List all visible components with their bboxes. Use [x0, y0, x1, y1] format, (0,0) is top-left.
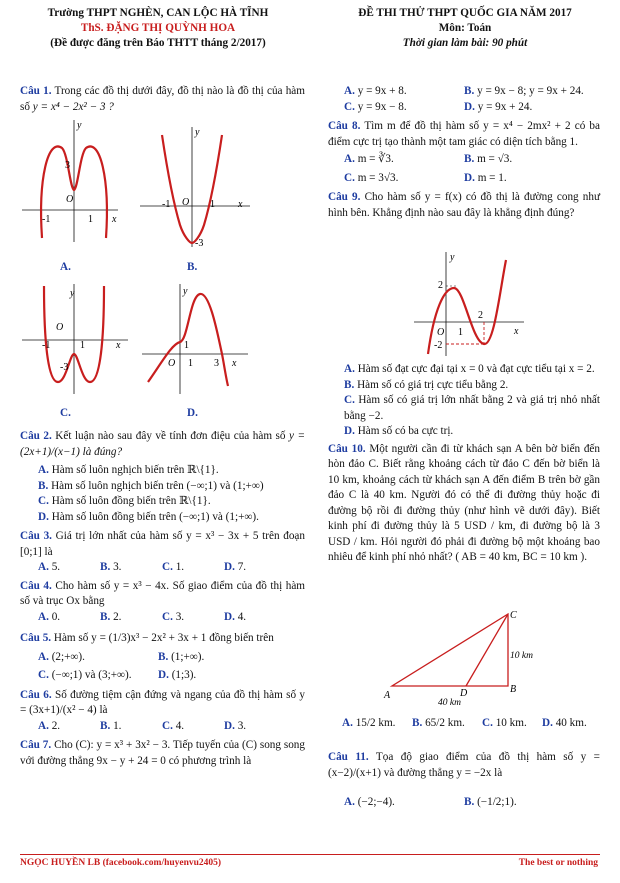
q3-option-c[interactable]: C. 1.: [162, 561, 185, 573]
footer-slogan: The best or nothing: [518, 858, 598, 868]
question-4: [20, 579, 305, 610]
q11-text: Tọa độ giao điểm của đồ thị hàm số y = (x−2)/(x+1) và đường thẳng y = −2x là: [328, 751, 600, 779]
q11-options: [328, 795, 600, 811]
q9-option-c[interactable]: C. Hàm số có giá trị lớn nhất bằng 2 và giá trị nhỏ nhất bằng −2.: [344, 394, 601, 422]
graph-b-y-label: y: [195, 127, 200, 138]
q11-option-a[interactable]: A. (−2;−4).: [344, 796, 395, 808]
q1-formula: y = x⁴ − 2x² − 3 ?: [32, 100, 114, 113]
q4-option-c[interactable]: C. 3.: [162, 610, 185, 623]
q9-option-a[interactable]: A. Hàm số đạt cực đại tại x = 0 và đạt cực tiểu tại x = 2.: [344, 363, 595, 375]
graph-c-neg3: -3: [60, 362, 69, 373]
graph-d-one-y: 1: [184, 340, 189, 351]
exam-title: ĐỀ THI THỬ THPT QUỐC GIA NĂM 2017: [358, 7, 572, 19]
subject: Môn: Toán: [438, 22, 492, 34]
graph-b-x-label: x: [238, 199, 243, 210]
q10-point-c: C: [510, 610, 517, 621]
school-name: Trường THPT NGHÈN, CAN LỘC HÀ TĨNH: [47, 7, 269, 19]
q4-text: Cho hàm số y = x³ − 4x. Số giao điểm của đồ thị hàm số và trục Ox bằng: [20, 579, 306, 607]
q7-option-a[interactable]: A. y = 9x + 8.: [344, 85, 407, 97]
q7-option-c[interactable]: C. y = 9x − 8.: [344, 100, 407, 113]
q9-graph-y-neg2: -2: [434, 340, 443, 351]
graph-d: [138, 282, 253, 397]
q5-options: [20, 650, 305, 684]
q9-graph: [410, 250, 528, 360]
q2-text: Kết luận nào sau đây về tính đơn điệu của hàm số: [55, 430, 286, 442]
q9-number: Câu 9.: [328, 191, 361, 203]
graph-c-origin: O: [56, 322, 64, 333]
q2-formula: y = (2x+1)/(x−1) là đúng?: [20, 430, 305, 458]
q8-option-c[interactable]: C. m = 3√3.: [344, 171, 399, 184]
q9-graph-y-two: 2: [438, 280, 443, 291]
q6-option-c[interactable]: C. 4.: [162, 719, 185, 732]
graph-b-origin: O: [182, 197, 190, 208]
q9-graph-pos1: 1: [458, 327, 463, 338]
q4-option-b[interactable]: B. 2.: [100, 610, 122, 623]
q4-option-a[interactable]: A. 0.: [38, 610, 61, 623]
q10-point-b: B: [510, 684, 517, 695]
question-11: [328, 750, 600, 781]
q4-option-d[interactable]: D. 4.: [224, 610, 247, 623]
q9-graph-two: 2: [478, 310, 483, 321]
left-column-lower: [20, 429, 305, 769]
graph-d-pos1: 1: [188, 358, 193, 369]
q10-figure: [380, 608, 550, 708]
q3-text: Giá trị lớn nhất của hàm số y = x³ − 3x + 5 trên đoạn [0;1] là: [20, 530, 305, 558]
graph-a-three: 3: [65, 160, 70, 171]
q6-text: Số đường tiệm cận đứng và ngang của đồ thị hàm số y = (3x+1)/(x² − 4) là: [20, 688, 306, 716]
q8-number: Câu 8.: [328, 120, 361, 132]
graph-b-caption: B.: [187, 261, 198, 273]
question-7: [20, 738, 305, 769]
exam-time: Thời gian làm bài: 90 phút: [402, 37, 528, 49]
q10-option-c[interactable]: C. 10 km.: [482, 717, 527, 729]
teacher-name: ThS. ĐẶNG THỊ QUỲNH HOA: [80, 22, 236, 34]
q5-option-a[interactable]: A. (2;+∞).: [38, 650, 85, 663]
q2-number: Câu 2.: [20, 430, 52, 442]
q5-text: Hàm số y = (1/3)x³ − 2x² + 3x + 1 đồng biến trên: [53, 632, 274, 644]
q11-number: Câu 11.: [328, 751, 369, 763]
graph-d-x-label: x: [232, 358, 237, 369]
q3-number: Câu 3.: [20, 530, 52, 542]
publication-note: (Đề được đăng trên Báo THTT tháng 2/2017): [50, 37, 266, 49]
q2-options: [20, 463, 305, 525]
header-left: [8, 6, 308, 51]
right-column: [328, 84, 600, 221]
question-9: [328, 190, 600, 221]
q4-number: Câu 4.: [20, 579, 52, 592]
footer-rule: [20, 854, 600, 855]
q9-graph-x-label: x: [514, 326, 519, 337]
q6-options: [20, 719, 305, 735]
q5-option-b[interactable]: B. (1;+∞).: [158, 650, 205, 663]
q9-option-d[interactable]: D. Hàm số có ba cực trị.: [344, 425, 454, 437]
graph-b-neg1: -1: [162, 199, 171, 210]
q9-graph-origin: O: [437, 327, 445, 338]
q5-option-c[interactable]: C. (−∞;1) và (3;+∞).: [38, 669, 132, 681]
right-column-bottom: [328, 750, 600, 811]
q1-text: Trong các đồ thị dưới đây, đồ thị nào là đồ thị của hàm số: [20, 85, 305, 113]
question-2: [20, 429, 305, 460]
q5-option-d[interactable]: D. (1;3).: [158, 669, 197, 681]
q3-option-b[interactable]: B. 3.: [100, 561, 122, 573]
q8-option-b[interactable]: B. m = √3.: [464, 153, 513, 165]
question-1: [20, 84, 305, 115]
graph-b: [140, 125, 255, 250]
graph-c-pos1: 1: [80, 340, 85, 351]
question-6: [20, 688, 305, 719]
graph-a-pos1: 1: [88, 214, 93, 225]
q7-option-b[interactable]: B. y = 9x − 8; y = 9x + 24.: [464, 85, 584, 97]
q3-options: [20, 560, 305, 576]
q8-text: Tìm m để đồ thị hàm số y = x⁴ − 2mx² + 2 có ba điểm cực trị tạo thành một tam giác có diện tích bằng 1.: [328, 120, 600, 148]
graph-a-x-label: x: [112, 214, 117, 225]
q6-option-b[interactable]: B. 1.: [100, 719, 122, 732]
q7-options: [328, 84, 600, 115]
q10-label-bc: 10 km: [510, 651, 533, 661]
q5-number: Câu 5.: [20, 632, 52, 644]
graph-c-y-label: y: [70, 288, 75, 299]
graph-a-caption: A.: [60, 261, 71, 273]
graph-c-x-label: x: [116, 340, 121, 351]
graph-c-caption: C.: [60, 407, 71, 419]
q8-options: [328, 152, 600, 186]
q10-label-ab: 40 km: [438, 698, 461, 708]
q2-option-c[interactable]: C. Hàm số luôn đồng biến trên ℝ\{1}.: [38, 495, 211, 507]
question-8: [328, 119, 600, 150]
q10-options: [342, 716, 602, 731]
question-10: [328, 442, 600, 566]
q10-point-d: D: [460, 688, 468, 699]
graph-d-origin: O: [168, 358, 176, 369]
q10-option-d[interactable]: D. 40 km.: [542, 717, 587, 729]
graph-c: [22, 282, 132, 397]
q9-text: Cho hàm số y = f(x) có đồ thị là đường cong như hình bên. Khẳng định nào sau đây là khẳng định đúng?: [328, 191, 601, 219]
q10-option-a[interactable]: A. 15/2 km.: [342, 717, 396, 729]
question-3: [20, 529, 305, 560]
q9-graph-y-label: y: [450, 252, 455, 263]
header-right: [315, 6, 615, 51]
q6-number: Câu 6.: [20, 688, 52, 701]
q6-option-d[interactable]: D. 3.: [224, 719, 247, 732]
graph-a: [22, 118, 122, 243]
q2-option-a[interactable]: A. Hàm số luôn nghịch biến trên ℝ\{1}.: [38, 464, 219, 476]
graph-a-origin: O: [66, 194, 74, 205]
q10-number: Câu 10.: [328, 442, 366, 455]
q10-text: Một người cần đi từ khách sạn A bên bờ biển đến hòn đảo C. Biết rằng khoảng cách từ đảo C đến bờ biển là 10 km, khoảng cách từ khách sạn A đến điểm B trên bờ gần đảo C là 40 km. Người đó có thể đi đường thủy hoặc đi đường bộ rồi đi đường thủy (như hình vẽ dưới đây). Biết kinh phí đi đường thủy là 5 USD / km, đi đường bộ là 3 USD / km. Hỏi người đó phải đi đường bộ một khoảng bao nhiêu để kinh phí nhỏ nhất? ( AB = 40 km, BC = 10 km ).: [328, 442, 600, 563]
q3-option-d[interactable]: D. 7.: [224, 561, 247, 573]
q6-option-a[interactable]: A. 2.: [38, 719, 61, 732]
q2-option-b[interactable]: B. Hàm số luôn nghịch biến trên (−∞;1) và (1;+∞): [38, 479, 264, 492]
q10-option-b[interactable]: B. 65/2 km.: [412, 717, 465, 729]
graph-a-y-label: y: [77, 120, 82, 131]
left-column: [20, 84, 305, 115]
q1-number: Câu 1.: [20, 85, 52, 97]
q4-options: [20, 610, 305, 626]
q8-option-d[interactable]: D. m = 1.: [464, 171, 507, 184]
graph-b-pos1: 1: [210, 199, 215, 210]
q10-point-a: A: [384, 690, 391, 701]
graph-d-three: 3: [214, 358, 219, 369]
q9-option-b[interactable]: B. Hàm số có giá trị cực tiểu bằng 2.: [344, 378, 509, 391]
graph-c-neg1: -1: [42, 340, 51, 351]
graph-d-caption: D.: [187, 407, 198, 419]
q2-option-d[interactable]: D. Hàm số luôn đồng biến trên (−∞;1) và (1;+∞).: [38, 510, 259, 523]
graph-b-neg3: -3: [195, 238, 204, 249]
q9-options: [328, 362, 600, 440]
q7-option-d[interactable]: D. y = 9x + 24.: [464, 100, 533, 113]
graph-a-neg1: -1: [42, 214, 51, 225]
q3-option-a[interactable]: A. 5.: [38, 561, 61, 573]
graph-d-y-label: y: [183, 286, 188, 297]
q11-option-b[interactable]: B. (−1/2;1).: [464, 796, 517, 808]
footer-author: NGỌC HUYỀN LB (facebook.com/huyenvu2405): [20, 858, 222, 868]
right-column-lower: [328, 362, 600, 566]
q8-option-a[interactable]: A. m = ∛3.: [344, 153, 394, 165]
q7-text: Cho (C): y = x³ + 3x² − 3. Tiếp tuyến của (C) song song với đường thẳng 9x − y + 24 = 0 có phương trình là: [20, 739, 305, 767]
question-5: [20, 631, 305, 647]
q7-number: Câu 7.: [20, 739, 52, 751]
